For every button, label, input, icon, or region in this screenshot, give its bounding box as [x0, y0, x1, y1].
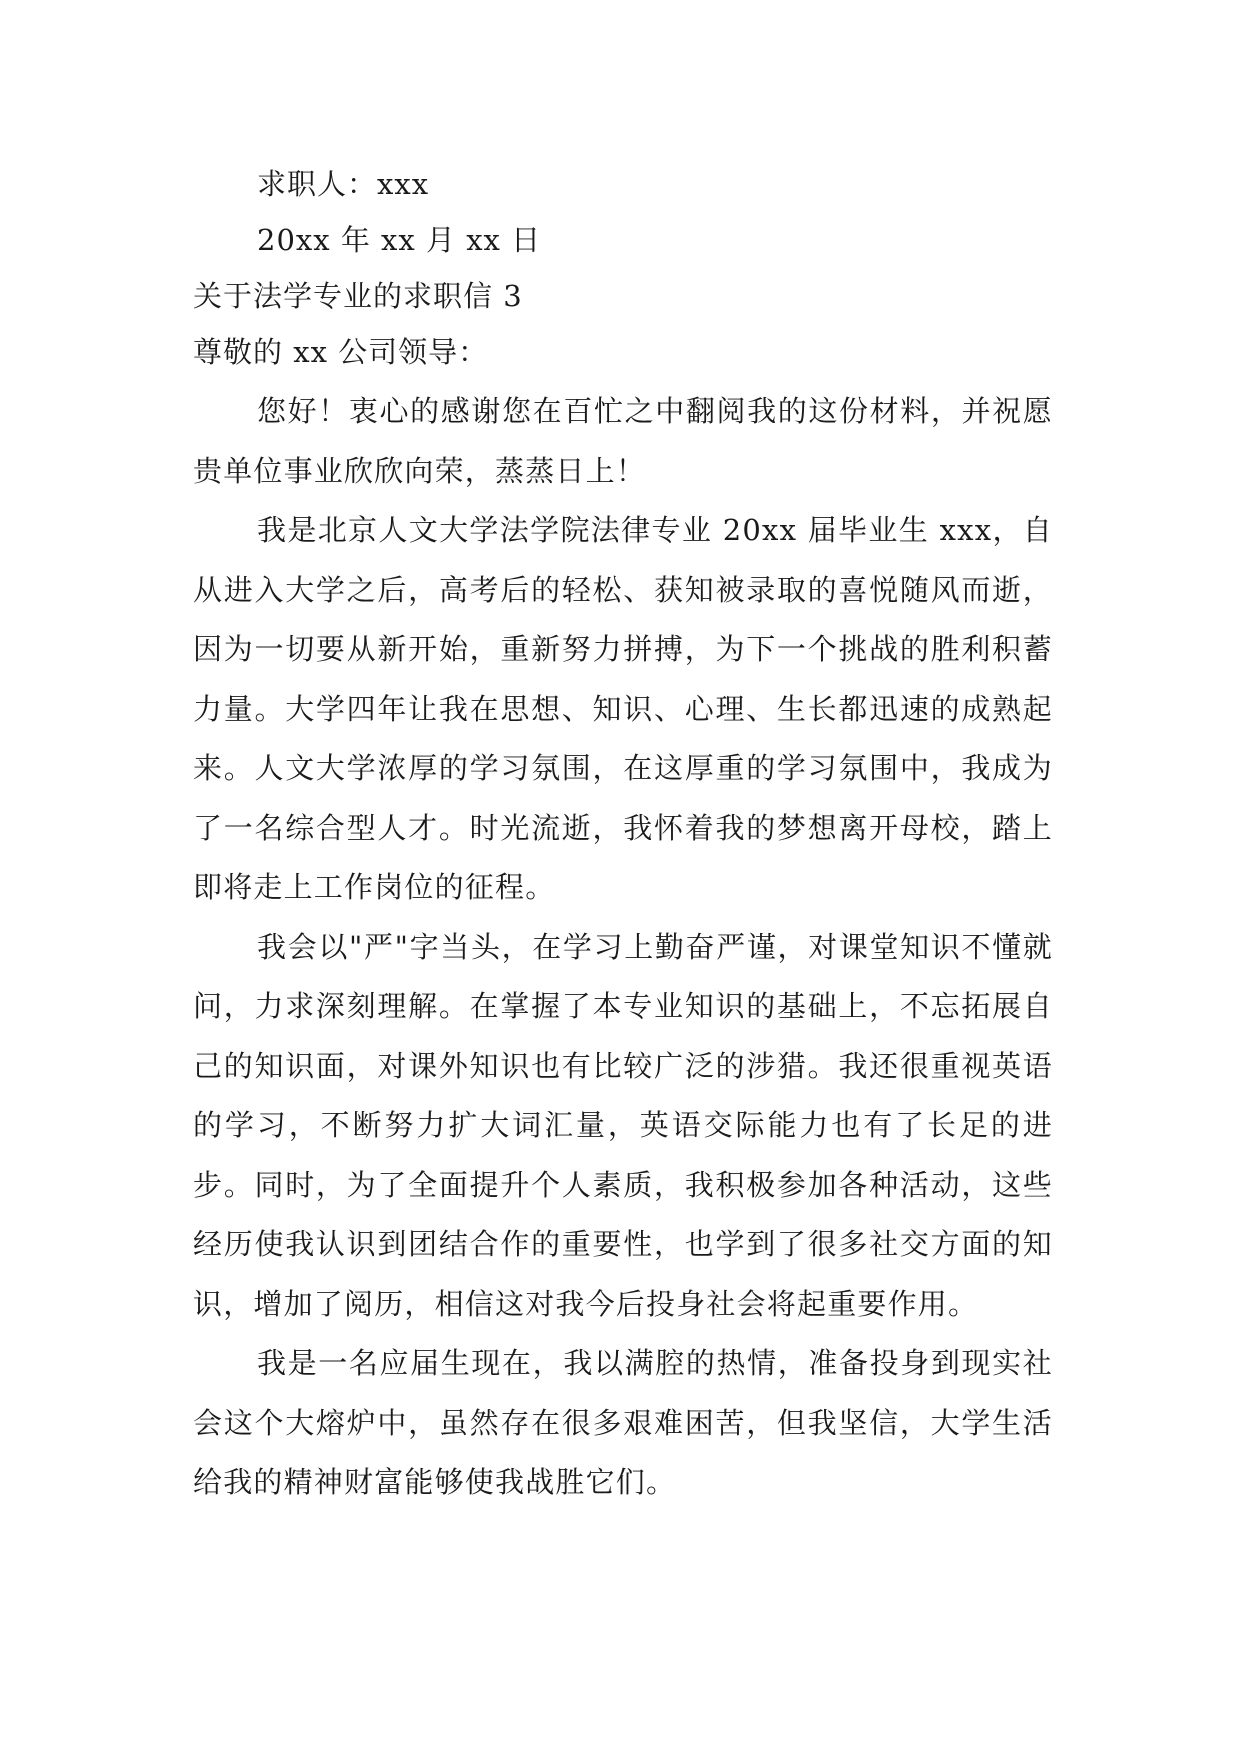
applicant-line: 求职人：xxx [257, 167, 430, 201]
salutation: 尊敬的 xx 公司领导： [193, 335, 489, 369]
letter-title: 关于法学专业的求职信 3 [193, 279, 523, 313]
paragraph: 我是一名应届生现在，我以满腔的热情，准备投身到现实社会这个大熔炉中，虽然存在很多艰难困苦，但我坚信，大学生活给我的精神财富能够使我战胜它们。 [193, 1346, 1053, 1499]
paragraph: 您好！衷心的感谢您在百忙之中翻阅我的这份材料，并祝愿贵单位事业欣欣向荣，蒸蒸日上！ [193, 394, 1053, 488]
paragraph: 我是北京人文大学法学院法律专业 20xx 届毕业生 xxx，自从进入大学之后，高考后的轻松、获知被录取的喜悦随风而逝，因为一切要从新开始，重新努力拼搏，为下一个挑战的胜利积蓄力量。大学四年让我在思想、知识、心理、生长都迅速的成熟起来。人文大学浓厚的学习氛围，在这厚重的学习氛围中，我成为了一名综合型人才。时光流逝，我怀着我的梦想离开母校，踏上即将走上工作岗位的征程。 [193, 513, 1053, 904]
paragraph: 我会以"严"字当头，在学习上勤奋严谨，对课堂知识不懂就问，力求深刻理解。在掌握了本专业知识的基础上，不忘拓展自己的知识面，对课外知识也有比较广泛的涉猎。我还很重视英语的学习，不断努力扩大词汇量，英语交际能力也有了长足的进步。同时，为了全面提升个人素质，我积极参加各种活动，这些经历使我认识到团结合作的重要性，也学到了很多社交方面的知识，增加了阅历，相信这对我今后投身社会将起重要作用。 [193, 929, 1053, 1321]
date-line: 20xx 年 xx 月 xx 日 [257, 223, 542, 257]
document-body [193, 156, 1053, 1513]
